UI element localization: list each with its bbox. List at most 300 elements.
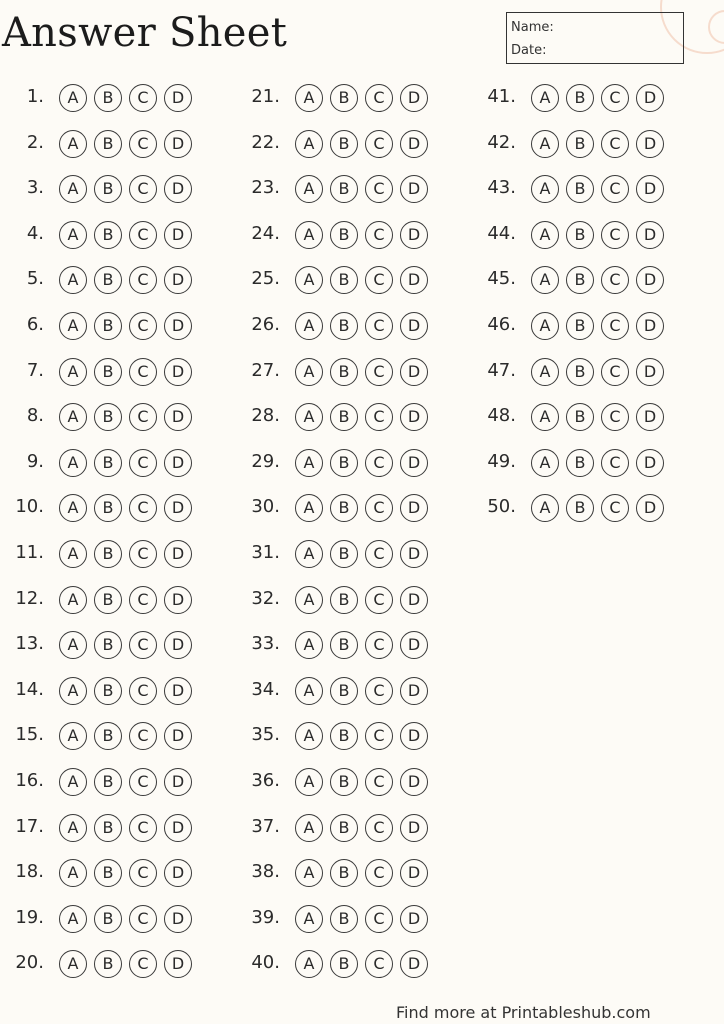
answer-bubble-b[interactable]: B bbox=[330, 358, 358, 386]
answer-bubble-a[interactable]: A bbox=[295, 905, 323, 933]
answer-bubble-c[interactable]: C bbox=[365, 494, 393, 522]
question-number: 8. bbox=[26, 405, 44, 427]
question-number: 25. bbox=[251, 268, 280, 290]
answer-bubble-d[interactable]: D bbox=[164, 586, 192, 614]
question-row bbox=[236, 356, 466, 390]
answer-bubble-d[interactable]: D bbox=[400, 814, 428, 842]
answer-bubble-a[interactable]: A bbox=[531, 84, 559, 112]
answer-bubble-d[interactable]: D bbox=[164, 631, 192, 659]
question-number: 20. bbox=[15, 952, 44, 974]
answer-bubble-c[interactable]: C bbox=[365, 722, 393, 750]
question-number: 37. bbox=[251, 815, 280, 837]
answer-bubble-c[interactable]: C bbox=[365, 130, 393, 158]
answer-bubble-a[interactable]: A bbox=[59, 84, 87, 112]
question-number: 17. bbox=[15, 815, 44, 837]
question-number: 34. bbox=[251, 678, 280, 700]
answer-bubble-b[interactable]: B bbox=[330, 449, 358, 477]
answer-bubble-b[interactable]: B bbox=[94, 950, 122, 978]
answer-bubble-a[interactable]: A bbox=[59, 449, 87, 477]
answer-bubble-a[interactable]: A bbox=[59, 768, 87, 796]
question-number: 10. bbox=[15, 496, 44, 518]
answer-bubble-d[interactable]: D bbox=[400, 221, 428, 249]
answer-bubble-c[interactable]: C bbox=[129, 905, 157, 933]
answer-bubble-d[interactable]: D bbox=[164, 950, 192, 978]
answer-bubble-d[interactable]: D bbox=[164, 722, 192, 750]
question-number: 3. bbox=[26, 177, 44, 199]
answer-bubble-b[interactable]: B bbox=[330, 494, 358, 522]
question-row bbox=[0, 401, 230, 435]
answer-bubble-a[interactable]: A bbox=[59, 175, 87, 203]
answer-bubble-d[interactable]: D bbox=[400, 84, 428, 112]
answer-bubble-c[interactable]: C bbox=[365, 84, 393, 112]
answer-bubble-a[interactable]: A bbox=[59, 905, 87, 933]
answer-bubble-b[interactable]: B bbox=[94, 631, 122, 659]
answer-bubble-d[interactable]: D bbox=[400, 403, 428, 431]
question-row bbox=[472, 173, 702, 207]
answer-bubble-a[interactable]: A bbox=[295, 586, 323, 614]
answer-bubble-d[interactable]: D bbox=[400, 358, 428, 386]
answer-bubble-b[interactable]: B bbox=[94, 175, 122, 203]
question-row bbox=[0, 538, 230, 572]
answer-bubble-a[interactable]: A bbox=[59, 221, 87, 249]
answer-bubble-c[interactable]: C bbox=[129, 494, 157, 522]
answer-bubble-d[interactable]: D bbox=[164, 403, 192, 431]
answer-bubble-c[interactable]: C bbox=[129, 631, 157, 659]
answer-bubble-c[interactable]: C bbox=[129, 677, 157, 705]
answer-bubble-b[interactable]: B bbox=[566, 221, 594, 249]
answer-bubble-c[interactable]: C bbox=[365, 768, 393, 796]
answer-bubble-d[interactable]: D bbox=[636, 175, 664, 203]
answer-bubble-a[interactable]: A bbox=[59, 130, 87, 158]
answer-bubble-b[interactable]: B bbox=[94, 221, 122, 249]
answer-bubble-d[interactable]: D bbox=[164, 312, 192, 340]
answer-bubble-b[interactable]: B bbox=[94, 358, 122, 386]
answer-bubble-d[interactable]: D bbox=[400, 586, 428, 614]
question-row bbox=[0, 173, 230, 207]
answer-bubble-b[interactable]: B bbox=[94, 540, 122, 568]
answer-bubble-b[interactable]: B bbox=[330, 130, 358, 158]
answer-bubble-c[interactable]: C bbox=[601, 403, 629, 431]
answer-bubble-a[interactable]: A bbox=[531, 449, 559, 477]
answer-bubble-d[interactable]: D bbox=[164, 540, 192, 568]
answer-bubble-c[interactable]: C bbox=[129, 449, 157, 477]
answer-bubble-d[interactable]: D bbox=[400, 722, 428, 750]
answer-bubble-c[interactable]: C bbox=[129, 358, 157, 386]
question-number: 14. bbox=[15, 678, 44, 700]
question-row bbox=[236, 128, 466, 162]
answer-bubble-a[interactable]: A bbox=[531, 266, 559, 294]
answer-bubble-a[interactable]: A bbox=[295, 859, 323, 887]
question-row bbox=[0, 675, 230, 709]
question-number: 33. bbox=[251, 633, 280, 655]
answer-bubble-b[interactable]: B bbox=[94, 449, 122, 477]
question-number: 35. bbox=[251, 724, 280, 746]
answer-bubble-b[interactable]: B bbox=[330, 677, 358, 705]
question-number: 39. bbox=[251, 906, 280, 928]
answer-bubble-d[interactable]: D bbox=[636, 312, 664, 340]
answer-bubble-a[interactable]: A bbox=[59, 950, 87, 978]
answer-bubble-a[interactable]: A bbox=[295, 221, 323, 249]
answer-bubble-c[interactable]: C bbox=[365, 312, 393, 340]
answer-bubble-c[interactable]: C bbox=[601, 130, 629, 158]
answer-bubble-b[interactable]: B bbox=[94, 586, 122, 614]
answer-bubble-b[interactable]: B bbox=[94, 814, 122, 842]
answer-bubble-d[interactable]: D bbox=[164, 814, 192, 842]
answer-bubble-d[interactable]: D bbox=[400, 905, 428, 933]
question-number: 28. bbox=[251, 405, 280, 427]
question-row bbox=[0, 356, 230, 390]
question-number: 13. bbox=[15, 633, 44, 655]
answer-bubble-a[interactable]: A bbox=[531, 312, 559, 340]
answer-bubble-a[interactable]: A bbox=[295, 130, 323, 158]
question-number: 11. bbox=[15, 542, 44, 563]
answer-bubble-c[interactable]: C bbox=[601, 312, 629, 340]
answer-bubble-c[interactable]: C bbox=[129, 84, 157, 112]
answer-bubble-d[interactable]: D bbox=[164, 905, 192, 933]
question-row bbox=[236, 766, 466, 800]
question-row bbox=[236, 447, 466, 481]
answer-bubble-d[interactable]: D bbox=[164, 494, 192, 522]
question-number: 18. bbox=[15, 861, 44, 883]
answer-bubble-c[interactable]: C bbox=[365, 905, 393, 933]
answer-bubble-c[interactable]: C bbox=[129, 586, 157, 614]
answer-bubble-a[interactable]: A bbox=[295, 266, 323, 294]
answer-bubble-c[interactable]: C bbox=[365, 449, 393, 477]
answer-bubble-a[interactable]: A bbox=[295, 677, 323, 705]
question-number: 23. bbox=[251, 177, 280, 199]
answer-bubble-b[interactable]: B bbox=[330, 221, 358, 249]
page-title: Answer Sheet bbox=[2, 10, 288, 56]
question-row bbox=[0, 447, 230, 481]
answer-bubble-d[interactable]: D bbox=[636, 84, 664, 112]
answer-bubble-a[interactable]: A bbox=[295, 768, 323, 796]
answer-bubble-b[interactable]: B bbox=[94, 677, 122, 705]
question-row bbox=[236, 720, 466, 754]
answer-bubble-d[interactable]: D bbox=[636, 266, 664, 294]
answer-bubble-b[interactable]: B bbox=[330, 950, 358, 978]
answer-bubble-a[interactable]: A bbox=[531, 494, 559, 522]
answer-bubble-c[interactable]: C bbox=[129, 722, 157, 750]
answer-bubble-d[interactable]: D bbox=[636, 130, 664, 158]
answer-bubble-a[interactable]: A bbox=[59, 814, 87, 842]
answer-bubble-a[interactable]: A bbox=[295, 631, 323, 659]
answer-bubble-d[interactable]: D bbox=[400, 266, 428, 294]
answer-bubble-b[interactable]: B bbox=[94, 494, 122, 522]
question-number: 30. bbox=[251, 496, 280, 518]
answer-bubble-c[interactable]: C bbox=[129, 175, 157, 203]
answer-bubble-a[interactable]: A bbox=[531, 175, 559, 203]
question-row bbox=[236, 264, 466, 298]
question-row bbox=[0, 720, 230, 754]
question-row bbox=[0, 492, 230, 526]
answer-bubble-a[interactable]: A bbox=[59, 358, 87, 386]
answer-bubble-a[interactable]: A bbox=[295, 312, 323, 340]
answer-bubble-b[interactable]: B bbox=[94, 403, 122, 431]
question-number: 21. bbox=[251, 86, 280, 107]
answer-bubble-c[interactable]: C bbox=[601, 449, 629, 477]
answer-bubble-c[interactable]: C bbox=[365, 950, 393, 978]
name-field[interactable]: Name: bbox=[511, 20, 554, 35]
question-number: 15. bbox=[15, 724, 44, 746]
answer-bubble-b[interactable]: B bbox=[94, 266, 122, 294]
answer-bubble-a[interactable]: A bbox=[531, 358, 559, 386]
answer-bubble-b[interactable]: B bbox=[330, 631, 358, 659]
question-row bbox=[0, 219, 230, 253]
question-number: 27. bbox=[251, 359, 280, 381]
answer-bubble-a[interactable]: A bbox=[59, 540, 87, 568]
answer-bubble-d[interactable]: D bbox=[400, 312, 428, 340]
question-row bbox=[472, 401, 702, 435]
question-number: 26. bbox=[251, 314, 280, 335]
question-row bbox=[236, 584, 466, 618]
answer-bubble-b[interactable]: B bbox=[330, 722, 358, 750]
answer-bubble-b[interactable]: B bbox=[566, 494, 594, 522]
answer-bubble-d[interactable]: D bbox=[636, 449, 664, 477]
answer-bubble-d[interactable]: D bbox=[164, 221, 192, 249]
answer-bubble-b[interactable]: B bbox=[94, 130, 122, 158]
question-row bbox=[236, 401, 466, 435]
question-row bbox=[472, 356, 702, 390]
answer-bubble-a[interactable]: A bbox=[59, 586, 87, 614]
question-number: 22. bbox=[251, 131, 280, 153]
question-number: 44. bbox=[487, 222, 516, 244]
answer-bubble-a[interactable]: A bbox=[59, 859, 87, 887]
answer-bubble-d[interactable]: D bbox=[164, 84, 192, 112]
answer-bubble-a[interactable]: A bbox=[59, 266, 87, 294]
question-row bbox=[0, 82, 230, 116]
answer-bubble-a[interactable]: A bbox=[295, 358, 323, 386]
question-row bbox=[236, 492, 466, 526]
question-row bbox=[0, 128, 230, 162]
answer-bubble-b[interactable]: B bbox=[330, 266, 358, 294]
question-number: 19. bbox=[15, 906, 44, 928]
answer-bubble-d[interactable]: D bbox=[400, 677, 428, 705]
answer-bubble-c[interactable]: C bbox=[365, 540, 393, 568]
answer-bubble-d[interactable]: D bbox=[400, 130, 428, 158]
answer-bubble-b[interactable]: B bbox=[94, 768, 122, 796]
answer-bubble-d[interactable]: D bbox=[164, 266, 192, 294]
question-number: 46. bbox=[487, 314, 516, 335]
answer-bubble-b[interactable]: B bbox=[330, 175, 358, 203]
answer-bubble-d[interactable]: D bbox=[164, 859, 192, 887]
answer-bubble-d[interactable]: D bbox=[400, 631, 428, 659]
answer-bubble-d[interactable]: D bbox=[164, 358, 192, 386]
question-number: 7. bbox=[26, 359, 44, 381]
answer-bubble-b[interactable]: B bbox=[330, 814, 358, 842]
answer-bubble-b[interactable]: B bbox=[330, 312, 358, 340]
answer-bubble-c[interactable]: C bbox=[129, 312, 157, 340]
answer-bubble-a[interactable]: A bbox=[531, 403, 559, 431]
answer-bubble-d[interactable]: D bbox=[164, 449, 192, 477]
question-number: 45. bbox=[487, 268, 516, 290]
answer-bubble-c[interactable]: C bbox=[365, 175, 393, 203]
answer-bubble-d[interactable]: D bbox=[636, 403, 664, 431]
answer-bubble-c[interactable]: C bbox=[365, 586, 393, 614]
answer-bubble-c[interactable]: C bbox=[365, 358, 393, 386]
question-row bbox=[0, 948, 230, 982]
answer-bubble-a[interactable]: A bbox=[59, 403, 87, 431]
answer-bubble-a[interactable]: A bbox=[59, 677, 87, 705]
answer-bubble-c[interactable]: C bbox=[365, 859, 393, 887]
answer-bubble-b[interactable]: B bbox=[566, 266, 594, 294]
question-row bbox=[236, 675, 466, 709]
answer-bubble-b[interactable]: B bbox=[566, 84, 594, 112]
question-number: 42. bbox=[487, 131, 516, 153]
answer-bubble-d[interactable]: D bbox=[400, 540, 428, 568]
question-row bbox=[0, 857, 230, 891]
answer-bubble-c[interactable]: C bbox=[601, 358, 629, 386]
question-number: 31. bbox=[251, 542, 280, 563]
answer-bubble-b[interactable]: B bbox=[330, 859, 358, 887]
question-row bbox=[472, 310, 702, 344]
answer-bubble-c[interactable]: C bbox=[601, 266, 629, 294]
answer-bubble-d[interactable]: D bbox=[164, 175, 192, 203]
question-row bbox=[0, 766, 230, 800]
answer-bubble-d[interactable]: D bbox=[400, 859, 428, 887]
question-number: 4. bbox=[26, 222, 44, 244]
question-number: 50. bbox=[487, 496, 516, 518]
answer-bubble-c[interactable]: C bbox=[129, 768, 157, 796]
question-row bbox=[472, 219, 702, 253]
question-row bbox=[236, 173, 466, 207]
question-row bbox=[0, 264, 230, 298]
answer-bubble-c[interactable]: C bbox=[365, 403, 393, 431]
answer-bubble-d[interactable]: D bbox=[636, 358, 664, 386]
answer-bubble-c[interactable]: C bbox=[129, 814, 157, 842]
answer-bubble-c[interactable]: C bbox=[365, 221, 393, 249]
answer-bubble-c[interactable]: C bbox=[129, 859, 157, 887]
answer-bubble-b[interactable]: B bbox=[330, 586, 358, 614]
answer-bubble-d[interactable]: D bbox=[400, 950, 428, 978]
question-number: 43. bbox=[487, 177, 516, 199]
answer-bubble-a[interactable]: A bbox=[295, 175, 323, 203]
question-row bbox=[236, 857, 466, 891]
answer-bubble-d[interactable]: D bbox=[164, 677, 192, 705]
answer-bubble-b[interactable]: B bbox=[94, 84, 122, 112]
question-row bbox=[472, 492, 702, 526]
answer-bubble-b[interactable]: B bbox=[330, 768, 358, 796]
answer-bubble-b[interactable]: B bbox=[330, 403, 358, 431]
answer-bubble-b[interactable]: B bbox=[330, 540, 358, 568]
answer-bubble-a[interactable]: A bbox=[531, 221, 559, 249]
question-row bbox=[236, 538, 466, 572]
answer-bubble-c[interactable]: C bbox=[129, 540, 157, 568]
question-number: 32. bbox=[251, 587, 280, 609]
question-row bbox=[236, 82, 466, 116]
answer-bubble-b[interactable]: B bbox=[566, 312, 594, 340]
question-row bbox=[0, 903, 230, 937]
question-number: 38. bbox=[251, 861, 280, 883]
question-row bbox=[0, 310, 230, 344]
answer-bubble-a[interactable]: A bbox=[295, 814, 323, 842]
answer-bubble-a[interactable]: A bbox=[295, 722, 323, 750]
question-number: 41. bbox=[487, 86, 516, 107]
answer-bubble-a[interactable]: A bbox=[295, 449, 323, 477]
answer-bubble-d[interactable]: D bbox=[400, 175, 428, 203]
question-row bbox=[236, 629, 466, 663]
question-row bbox=[0, 812, 230, 846]
answer-bubble-a[interactable]: A bbox=[59, 631, 87, 659]
question-number: 36. bbox=[251, 770, 280, 791]
answer-bubble-c[interactable]: C bbox=[601, 175, 629, 203]
question-number: 49. bbox=[487, 450, 516, 472]
answer-bubble-c[interactable]: C bbox=[129, 130, 157, 158]
question-row bbox=[236, 219, 466, 253]
answer-bubble-c[interactable]: C bbox=[365, 677, 393, 705]
answer-bubble-c[interactable]: C bbox=[129, 266, 157, 294]
answer-bubble-a[interactable]: A bbox=[59, 312, 87, 340]
answer-bubble-a[interactable]: A bbox=[59, 722, 87, 750]
question-row bbox=[236, 812, 466, 846]
answer-bubble-c[interactable]: C bbox=[129, 950, 157, 978]
answer-bubble-b[interactable]: B bbox=[94, 859, 122, 887]
answer-bubble-c[interactable]: C bbox=[365, 814, 393, 842]
answer-bubble-b[interactable]: B bbox=[94, 905, 122, 933]
name-date-box bbox=[506, 12, 684, 64]
answer-bubble-a[interactable]: A bbox=[295, 403, 323, 431]
question-row bbox=[472, 128, 702, 162]
answer-bubble-a[interactable]: A bbox=[295, 494, 323, 522]
answer-bubble-d[interactable]: D bbox=[636, 494, 664, 522]
question-number: 5. bbox=[26, 268, 44, 290]
answer-bubble-b[interactable]: B bbox=[566, 358, 594, 386]
date-field[interactable]: Date: bbox=[511, 43, 547, 58]
question-number: 1. bbox=[26, 86, 44, 107]
answer-bubble-d[interactable]: D bbox=[400, 494, 428, 522]
answer-bubble-a[interactable]: A bbox=[295, 84, 323, 112]
question-row bbox=[236, 948, 466, 982]
question-number: 6. bbox=[26, 314, 44, 335]
question-number: 47. bbox=[487, 359, 516, 381]
answer-bubble-c[interactable]: C bbox=[601, 494, 629, 522]
answer-bubble-a[interactable]: A bbox=[295, 950, 323, 978]
question-number: 9. bbox=[26, 450, 44, 472]
question-row bbox=[472, 82, 702, 116]
answer-bubble-d[interactable]: D bbox=[400, 768, 428, 796]
answer-bubble-b[interactable]: B bbox=[330, 905, 358, 933]
question-row bbox=[472, 447, 702, 481]
answer-bubble-c[interactable]: C bbox=[365, 266, 393, 294]
answer-bubble-b[interactable]: B bbox=[566, 449, 594, 477]
answer-bubble-a[interactable]: A bbox=[531, 130, 559, 158]
answer-bubble-c[interactable]: C bbox=[365, 631, 393, 659]
answer-bubble-c[interactable]: C bbox=[129, 221, 157, 249]
footer-credit: Find more at Printableshub.com bbox=[396, 1003, 651, 1022]
question-number: 48. bbox=[487, 405, 516, 427]
answer-bubble-b[interactable]: B bbox=[566, 175, 594, 203]
answer-bubble-d[interactable]: D bbox=[164, 130, 192, 158]
question-number: 24. bbox=[251, 222, 280, 244]
answer-bubble-a[interactable]: A bbox=[295, 540, 323, 568]
answer-bubble-d[interactable]: D bbox=[636, 221, 664, 249]
question-number: 12. bbox=[15, 587, 44, 609]
answer-bubble-c[interactable]: C bbox=[129, 403, 157, 431]
answer-bubble-a[interactable]: A bbox=[59, 494, 87, 522]
question-row bbox=[236, 903, 466, 937]
answer-bubble-b[interactable]: B bbox=[566, 403, 594, 431]
answer-bubble-b[interactable]: B bbox=[94, 312, 122, 340]
answer-bubble-b[interactable]: B bbox=[94, 722, 122, 750]
answer-bubble-b[interactable]: B bbox=[330, 84, 358, 112]
answer-bubble-c[interactable]: C bbox=[601, 84, 629, 112]
answer-bubble-b[interactable]: B bbox=[566, 130, 594, 158]
answer-bubble-d[interactable]: D bbox=[164, 768, 192, 796]
answer-bubble-d[interactable]: D bbox=[400, 449, 428, 477]
question-number: 40. bbox=[251, 952, 280, 974]
question-number: 29. bbox=[251, 450, 280, 472]
answer-bubble-c[interactable]: C bbox=[601, 221, 629, 249]
question-row bbox=[0, 584, 230, 618]
